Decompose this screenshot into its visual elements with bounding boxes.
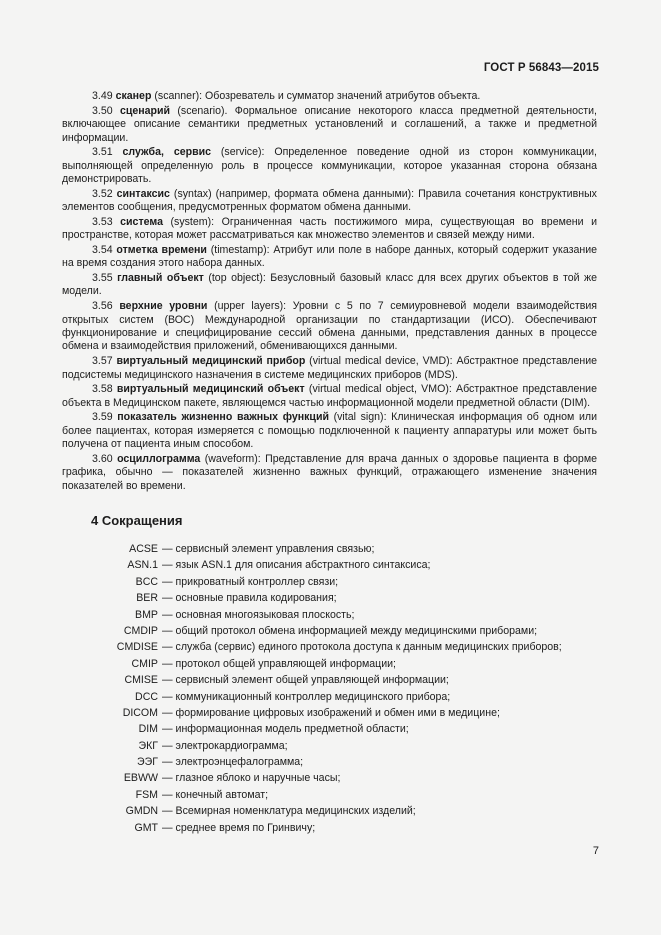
definition-item — [62, 383, 597, 410]
definition-text: (virtual medical object, VMO): Абстрактное представление объекта в Медицинском пакете, являющемся частью информационной модели предметной области (DIM). — [62, 383, 597, 409]
abbreviation-row — [62, 803, 597, 819]
abbreviation-definition: — основная многоязыковая плоскость; — [162, 608, 355, 621]
definition-item — [62, 411, 597, 451]
definition-item — [62, 188, 597, 215]
definition-text: (scanner): Обозреватель и сумматор значений атрибутов объекта. — [151, 90, 481, 102]
abbreviation-row — [62, 574, 597, 590]
abbreviation-row — [62, 557, 597, 573]
definition-item — [62, 355, 597, 382]
abbreviation-term: CMDIP — [123, 624, 158, 637]
definition-term: осциллограмма — [117, 452, 201, 465]
definition-item — [62, 300, 597, 354]
abbreviation-term: GMDN — [125, 805, 158, 818]
definition-number: 3.52 — [92, 187, 113, 200]
abbreviation-row — [62, 656, 597, 672]
abbreviation-term: ASN.1 — [127, 559, 158, 572]
definition-item — [62, 105, 597, 145]
abbreviation-definition: — основные правила кодирования; — [162, 592, 337, 605]
abbreviation-definition: — среднее время по Гринвичу; — [162, 821, 316, 834]
abbreviation-row — [62, 689, 597, 705]
abbreviation-term: CMDISE — [116, 641, 158, 654]
definition-term: показатель жизненно важных функций — [117, 411, 329, 424]
abbreviation-row — [62, 754, 597, 770]
abbreviation-definition: — язык ASN.1 для описания абстрактного синтаксиса; — [162, 559, 431, 572]
definition-text: (virtual medical device, VMD): Абстрактное представление подсистемы медицинского назначения в системе медицинских приборов (MDS). — [62, 355, 597, 381]
abbreviation-term: BCC — [135, 575, 158, 588]
abbreviation-term: ACSE — [129, 543, 158, 555]
abbreviation-definition: — конечный автомат; — [162, 788, 269, 801]
definition-item — [62, 216, 597, 243]
definition-number: 3.50 — [92, 104, 113, 117]
abbreviation-row — [62, 590, 597, 606]
definition-term: сценарий — [119, 104, 171, 117]
abbreviation-term: DIM — [138, 723, 158, 736]
abbreviation-row — [62, 672, 597, 688]
abbreviation-definition: — протокол общей управляющей информации; — [162, 657, 396, 670]
abbreviation-term: DCC — [135, 690, 158, 703]
abbreviation-row — [62, 541, 597, 557]
abbreviation-term: FSM — [135, 788, 158, 801]
abbreviation-definition: — сервисный элемент общей управляющей информации; — [162, 674, 449, 687]
definition-number: 3.58 — [92, 383, 113, 396]
abbreviation-definition: — сервисный элемент управления связью; — [162, 543, 375, 555]
definition-text: (vital sign): Клиническая информация об одном или более пациентах, которая измеряется с помощью подключенной к пациенту аппаратуры или может быть получена от пациента иным способом. — [62, 411, 597, 451]
abbreviation-definition: — электрокардиограмма; — [162, 739, 288, 752]
definition-item — [62, 90, 597, 103]
abbreviation-row — [62, 721, 597, 737]
definition-item — [62, 244, 597, 271]
abbreviation-definition: — коммуникационный контроллер медицинского прибора; — [162, 690, 451, 703]
abbreviation-definition: — прикроватный контроллер связи; — [162, 575, 339, 588]
definition-number: 3.53 — [92, 215, 113, 228]
definition-term: синтаксис — [116, 187, 170, 200]
abbreviation-row — [62, 607, 597, 623]
definition-number: 3.55 — [92, 272, 113, 285]
definition-text: (upper layers): Уровни с 5 по 7 семиуровневой модели взаимодействия открытых систем (ВОС) Международной организации по стандартизации (ИСО). Обеспечивают функционирование и специфицирование сессий обмена данными, представления данных в процессе обмена и взаимодействия приложений, обменивающихся данными. — [62, 300, 597, 353]
definition-term: служба, сервис — [122, 146, 211, 159]
definition-term: отметка времени — [116, 243, 207, 256]
section-title: 4 Сокращения — [91, 513, 183, 528]
abbreviation-term: CMIP — [131, 657, 158, 670]
abbreviation-term: BER — [136, 592, 158, 605]
definition-term: верхние уровни — [119, 300, 208, 313]
abbreviation-term: BMP — [135, 608, 158, 621]
definition-text: (system): Ограниченная часть постижимого мира, существующая во времени и пространстве, которая может рассматриваться как множество элементов и связей между ними. — [62, 215, 597, 242]
definition-term: виртуальный медицинский объект — [116, 383, 305, 396]
abbreviation-row — [62, 787, 597, 803]
definitions-list — [62, 90, 597, 494]
definition-number: 3.49 — [92, 90, 113, 102]
abbreviation-term: GMT — [134, 821, 158, 834]
definition-text: (service): Определенное поведение одной из сторон коммуникации, выполняющей определенную роль в процессе коммуникации, которое указанная сторона обязана демонстрировать. — [62, 146, 597, 186]
definition-term: главный объект — [117, 272, 204, 285]
definition-text: (timestamp): Атрибут или поле в наборе данных, который содержит указание на время создания этого набора данных. — [62, 243, 597, 270]
abbreviation-definition: — информационная модель предметной области; — [162, 723, 409, 736]
abbreviation-row — [62, 639, 597, 655]
definition-term: виртуальный медицинский прибор — [116, 355, 306, 368]
abbreviation-definition: — общий протокол обмена информацией между медицинскими приборами; — [162, 624, 538, 637]
definition-number: 3.51 — [92, 146, 113, 159]
abbreviation-term: DICOM — [122, 706, 158, 719]
definition-number: 3.57 — [92, 355, 113, 368]
definition-number: 3.54 — [92, 243, 113, 256]
definition-term: сканер — [115, 90, 152, 102]
abbreviation-term: EBWW — [123, 772, 158, 785]
abbreviation-term: CMISE — [124, 674, 158, 687]
abbreviations-list — [62, 541, 597, 836]
abbreviation-definition: — формирование цифровых изображений и обмен ими в медицине; — [162, 706, 500, 719]
definition-number: 3.56 — [92, 300, 113, 313]
definition-text: (syntax) (например, формата обмена данными): Правила сочетания конструктивных элементов сообщения, предусмотренных форматом обмена данными. — [62, 187, 597, 214]
abbreviation-row — [62, 623, 597, 639]
abbreviation-term: ЭКГ — [138, 739, 158, 752]
definition-item — [62, 272, 597, 299]
abbreviation-row — [62, 820, 597, 836]
definition-text: (waveform): Представление для врача данных о здоровье пациента в форме графика, обычно — показателей жизненно важных функций, отражающего изменение значения показателей во времени. — [62, 452, 597, 492]
definition-item — [62, 146, 597, 186]
definition-text: (top object): Безусловный базовый класс для всех других объектов в той же модели. — [62, 272, 597, 298]
abbreviation-definition: — глазное яблоко и наручные часы; — [162, 772, 341, 785]
abbreviation-term: ЭЭГ — [137, 756, 158, 769]
definition-number: 3.60 — [92, 452, 113, 465]
abbreviation-definition: — электроэнцефалограмма; — [162, 756, 304, 769]
abbreviation-row — [62, 770, 597, 786]
document-header-title: ГОСТ Р 56843—2015 — [483, 62, 599, 74]
definition-item — [62, 453, 597, 493]
definition-number: 3.59 — [92, 411, 113, 424]
definition-term: система — [120, 215, 163, 228]
abbreviation-definition: — служба (сервис) единого протокола доступа к данным медицинских приборов; — [162, 641, 562, 654]
definition-text: (scenario). Формальное описание некоторого класса предметной деятельности, включающее описание семантики предметных установлений и соглашений, а также и предметной информации. — [62, 104, 597, 144]
abbreviation-definition: — Всемирная номенклатура медицинских изделий; — [162, 805, 416, 818]
abbreviation-row — [62, 738, 597, 754]
page-number: 7 — [592, 845, 599, 857]
abbreviation-row — [62, 705, 597, 721]
